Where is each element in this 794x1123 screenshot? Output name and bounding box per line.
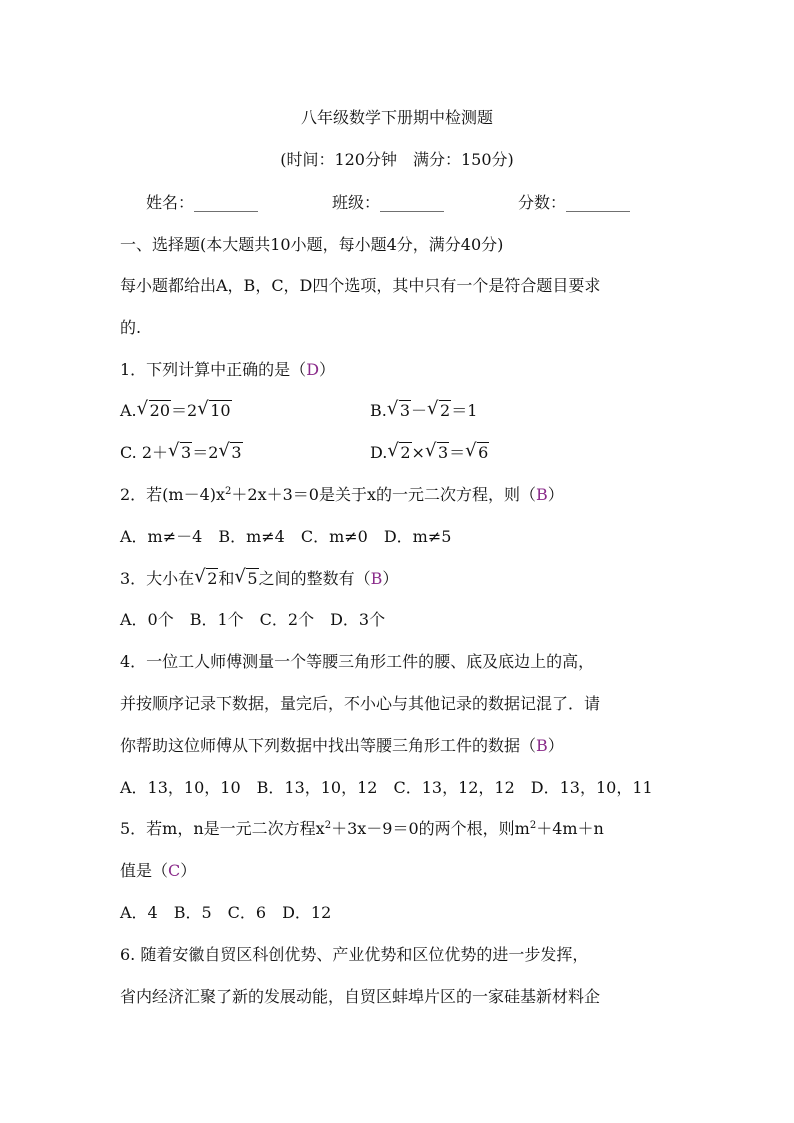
class-field: 班级：________ [332, 193, 445, 212]
sqrt-icon: √ 2 [195, 569, 218, 589]
instructions-line1: 每小题都给出A，B，C，D四个选项，其中只有一个是符合题目要求 [120, 276, 601, 295]
question-4-options: A．13，10，10 B．13，10，12 C．13，12，12 D．13，10，11 [120, 778, 653, 797]
question-1-option-a: A.√ 20＝2√ 10 [120, 401, 232, 421]
question-1-option-d: D.√ 2×√ 3＝√ 6 [370, 443, 489, 463]
sqrt-icon: √ 3 [219, 443, 242, 463]
question-5-options: A．4 B．5 C．6 D．12 [120, 903, 332, 922]
question-4-line2: 并按顺序记录下数据，量完后，不小心与其他记录的数据记混了．请 [120, 694, 601, 713]
answer-3: B [370, 569, 383, 588]
question-3-stem: 3．大小在√ 2和√ 5之间的整数有（B） [120, 569, 398, 589]
sqrt-icon: √ 3 [426, 443, 449, 463]
question-1-stem: 1．下列计算中正确的是（D） [120, 360, 336, 379]
sqrt-icon: √ 6 [466, 443, 489, 463]
page-title: 八年级数学下册期中检测题 [300, 108, 493, 127]
question-4-line3: 你帮助这位师傅从下列数据中找出等腰三角形工件的数据（B） [120, 736, 564, 755]
answer-2: B [536, 485, 548, 504]
answer-4: B [536, 736, 548, 755]
answer-5: C [168, 861, 181, 880]
question-2-options: A．m≠－4 B．m≠4 C．m≠0 D．m≠5 [120, 527, 452, 546]
instructions-line2: 的. [120, 318, 142, 337]
answer-1: D [306, 360, 320, 379]
sqrt-icon: √ 20 [138, 401, 171, 421]
question-6-line1: 6. 随着安徽自贸区科创优势、产业优势和区位优势的进一步发挥， [120, 945, 589, 964]
question-3-options: A．0个 B．1个 C．2个 D．3个 [120, 610, 386, 629]
name-field: 姓名：________ [146, 193, 259, 212]
sqrt-icon: √ 3 [169, 443, 192, 463]
section-heading: 一、选择题(本大题共10小题，每小题4分，满分40分) [120, 235, 504, 254]
sqrt-icon: √ 5 [235, 569, 258, 589]
question-4-line1: 4．一位工人师傅测量一个等腰三角形工件的腰、底及底边上的高， [120, 652, 595, 671]
question-1-option-b: B.√ 3－√ 2＝1 [370, 401, 477, 421]
sqrt-icon: √ 2 [428, 401, 451, 421]
sqrt-icon: √ 10 [198, 401, 231, 421]
question-5-stem: 5．若m，n是一元二次方程$x^2+3x-9=0$的两个根，则$m^2+4m+n$ [120, 819, 604, 838]
question-6-line2: 省内经济汇聚了新的发展动能，自贸区蚌埠片区的一家硅基新材料企 [120, 987, 601, 1006]
score-field: 分数：________ [518, 193, 631, 212]
question-2-stem: 2．若$(m-4)x^2+2x+3=0$是关于x的一元二次方程，则（B） [120, 485, 564, 504]
question-1-option-c: C. 2＋√ 3＝2√ 3 [120, 443, 243, 463]
sqrt-icon: √ 2 [388, 443, 411, 463]
question-5-line2: 值是（C） [120, 861, 197, 880]
sqrt-icon: √ 3 [388, 401, 411, 421]
exam-meta: (时间：120分钟 满分：150分) [280, 150, 514, 169]
